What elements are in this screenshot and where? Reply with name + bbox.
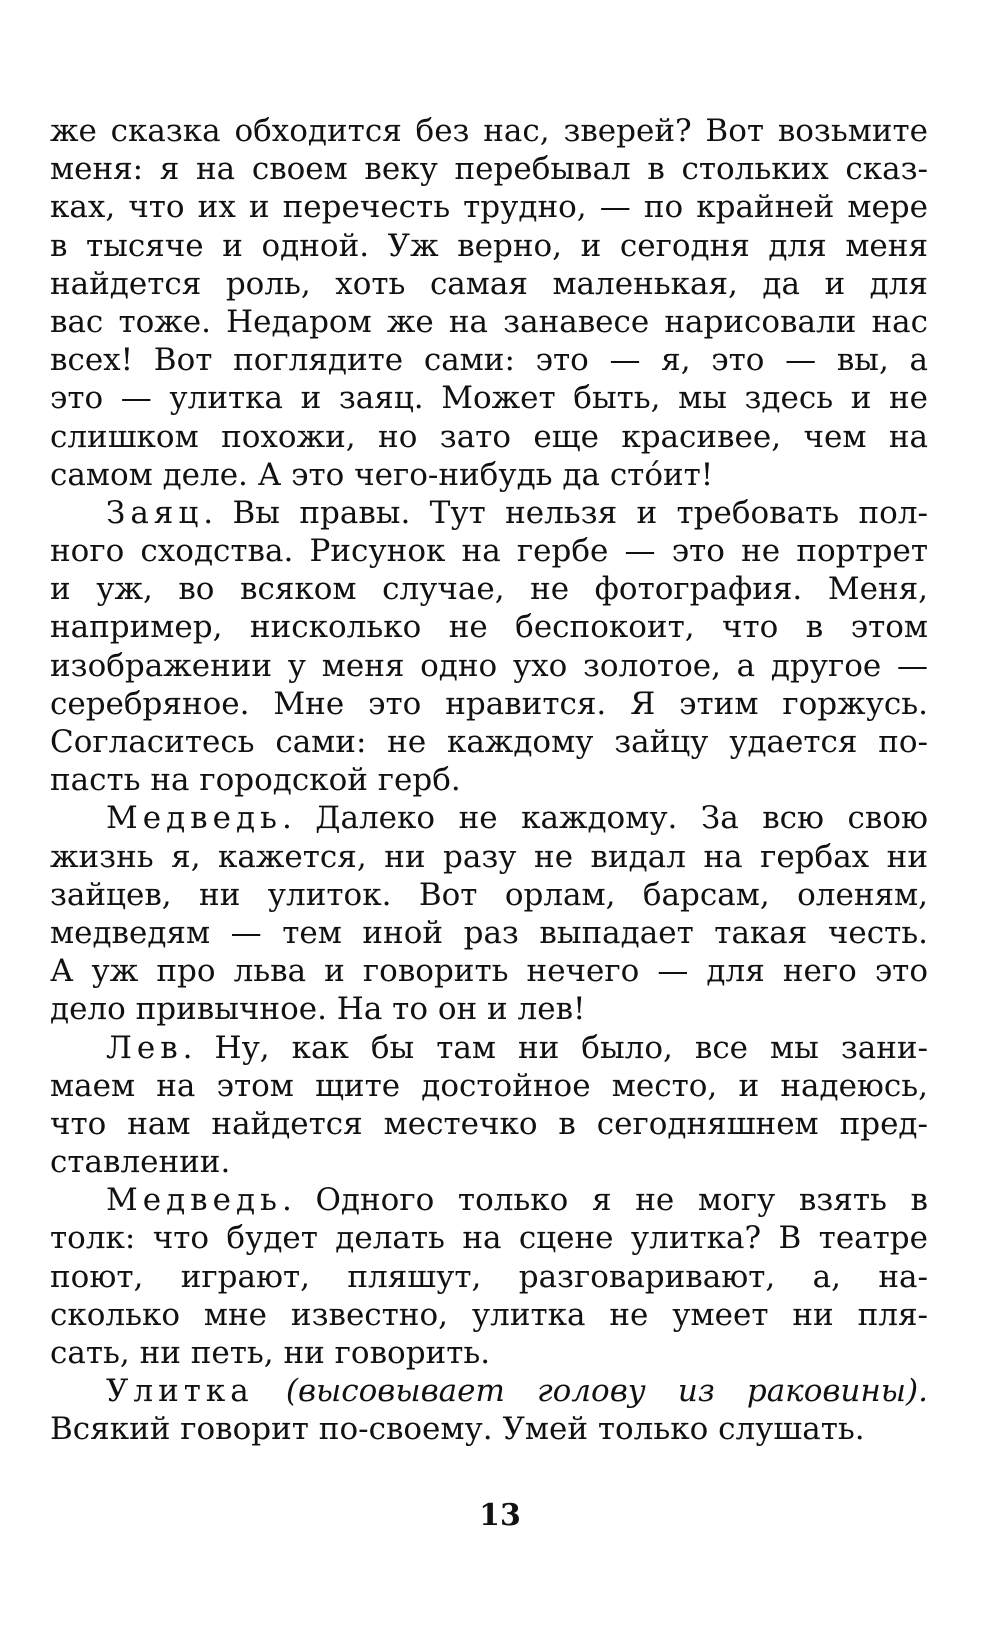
- paragraph-snail: [50, 1372, 928, 1448]
- speaker-name: Медведь: [106, 1182, 282, 1219]
- speech-text: . Ну, как бы там ни было, все мы зани-: [182, 1029, 928, 1066]
- paragraph-intro: [50, 112, 928, 494]
- text-line: зайцев, ни улиток. Вот орлам, барсам, оленям,: [50, 876, 928, 913]
- text-line: сколько мне известно, улитка не умеет ни пля-: [50, 1296, 928, 1333]
- text-line: самом деле. А это чего-нибудь да сто́ит!: [50, 456, 714, 493]
- text-line: пасть на городской герб.: [50, 762, 461, 799]
- speech-text: . Одного только я не могу взять в: [281, 1182, 928, 1219]
- text-line: [50, 494, 928, 532]
- paragraph-lion: [50, 1029, 928, 1182]
- text-line: Всякий говорит по-своему. Умей только слушать.: [50, 1411, 865, 1448]
- speaker-name: Лев: [106, 1029, 183, 1066]
- text-line: толк: что будет делать на сцене улитка? В театре: [50, 1220, 928, 1257]
- text-line: А уж про льва и говорить нечего — для него это: [50, 953, 928, 990]
- speaker-name: Заяц: [106, 494, 204, 531]
- text-line: серебряное. Мне это нравится. Я этим горжусь.: [50, 685, 928, 722]
- text-line: например, нисколько не беспокоит, что в этом: [50, 609, 928, 646]
- text-line: ках, что их и перечесть трудно, — по крайней мере: [50, 189, 928, 226]
- text-line: [50, 799, 928, 837]
- text-line: маем на этом щите достойное место, и надеюсь,: [50, 1067, 928, 1104]
- text-line: ного сходства. Рисунок на гербе — это не портрет: [50, 533, 928, 570]
- text-line: вас тоже. Недаром же на занавесе нарисовали нас: [50, 303, 928, 340]
- text-line: же сказка обходится без нас, зверей? Вот возьмите: [50, 113, 928, 149]
- speaker-name: Медведь: [106, 800, 282, 837]
- text-line: это — улитка и заяц. Может быть, мы здесь и не: [50, 380, 928, 417]
- text-line: и уж, во всяком случае, не фотография. Меня,: [50, 571, 928, 608]
- text-line: медведям — тем иной раз выпадает такая честь.: [50, 914, 928, 951]
- text-line: ставлении.: [50, 1144, 231, 1181]
- stage-direction: (высовывает голову из раковины).: [285, 1373, 928, 1410]
- text-line: меня: я на своем веку перебывал в стольких сказ-: [50, 151, 928, 188]
- text-line: Согласитесь сами: не каждому зайцу удается по-: [50, 724, 928, 760]
- text-line: [50, 1029, 928, 1067]
- text-line: сать, ни петь, ни говорить.: [50, 1335, 491, 1371]
- text-line: найдется роль, хоть самая маленькая, да и для: [50, 265, 928, 302]
- text-line: всех! Вот поглядите сами: это — я, это — вы, а: [50, 342, 928, 379]
- text-line: что нам найдется местечко в сегодняшнем пред-: [50, 1105, 928, 1142]
- speaker-name: Улитка: [106, 1373, 254, 1410]
- speech-text: . Далеко не каждому. За всю свою: [281, 800, 928, 837]
- text-line: жизнь я, кажется, ни разу не видал на гербах ни: [50, 838, 928, 875]
- book-page: [50, 112, 928, 1449]
- page-number: 13: [479, 1498, 521, 1533]
- paragraph-bear-2: [50, 1181, 928, 1372]
- text-line: изображении у меня одно ухо золотое, а другое —: [50, 647, 928, 684]
- text-line: слишком похожи, но зато еще красивее, чем на: [50, 418, 928, 455]
- speech-text: . Вы правы. Тут нельзя и требовать пол-: [203, 494, 928, 531]
- text-line: в тысяче и одной. Уж верно, и сегодня для меня: [50, 227, 928, 264]
- text-line: [50, 1372, 928, 1410]
- paragraph-bear-1: [50, 799, 928, 1028]
- text-line: поют, играют, пляшут, разговаривают, а, на-: [50, 1258, 928, 1295]
- paragraph-hare: [50, 494, 928, 800]
- text-line: дело привычное. На то он и лев!: [50, 991, 586, 1028]
- text-line: [50, 1181, 928, 1219]
